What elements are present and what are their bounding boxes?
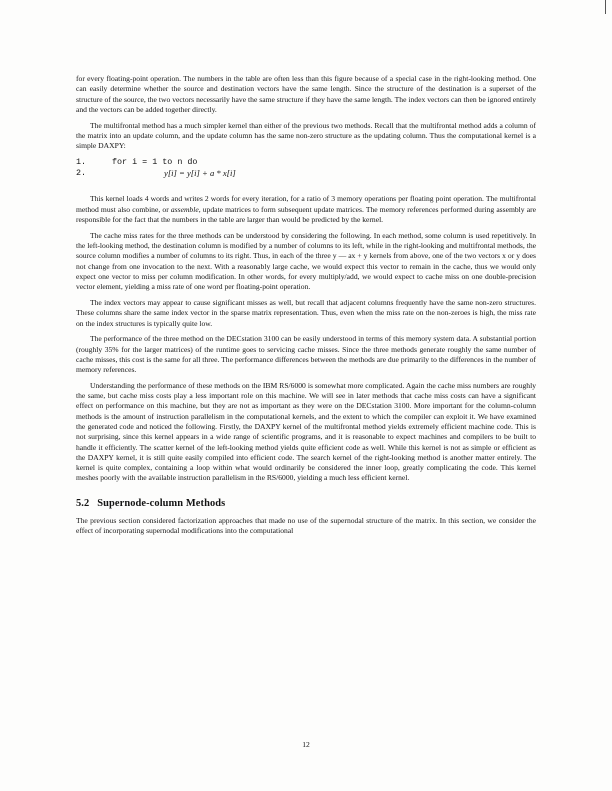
page-number: 12 — [302, 740, 310, 749]
paragraph-6: The performance of the three method on the DECstation 3100 can be easily understood in terms of this memory system data. A substantial portion (roughly 35% for the larger matrices) of the runtime goes to servicing cache misses. Since the three methods generate roughly the same number of cache misses, this cost is the same for all three. The performance differences between the methods are due primarily to the differences in the number of memory references. — [76, 334, 536, 375]
paragraph-8: The previous section considered factorization approaches that made no use of the supernodal structure of the matrix. In this section, we consider the effect of incorporating supernodal modifications into the computational — [76, 516, 536, 536]
section-title: Supernode-column Methods — [97, 497, 226, 509]
code-line-text: for i = 1 to n do — [112, 157, 198, 168]
paragraph-3 — [76, 194, 536, 225]
code-line-number: 1. — [76, 157, 87, 168]
section-number: 5.2 — [76, 497, 90, 509]
paragraph-5: The index vectors may appear to cause significant misses as well, but recall that adjacent columns frequently have the same non-zero structures. These columns share the same index vector in the sparse matrix representation. Thus, even when the miss rate on the non-zeroes is high, the miss rate on the index structures is typically quite low. — [76, 297, 536, 328]
body-text — [76, 74, 536, 542]
daxpy-code-block — [76, 157, 536, 179]
paragraph-3-start: This kernel loads 4 words and writes 2 words for every iteration, for a ratio of 3 memory operations per floating point operation. The multifrontal method must also combine, or — [76, 194, 536, 214]
code-line-1 — [76, 157, 536, 168]
section-heading — [76, 499, 536, 509]
scan-edge-mark — [605, 0, 606, 14]
paragraph-7: Understanding the performance of these methods on the IBM RS/6000 is somewhat more complicated. Again the cache miss numbers are roughly the same, but cache miss costs play a less important role on this machine. We will see in later methods that cache miss costs can have a significant effect on performance on this machine, but they are not as important as they were on the DECstation 3100. More important for the column-column methods is the amount of instruction parallelism in the computational kernels, and the extent to which the compiler can exploit it. We have examined the generated code and noticed the following. Firstly, the DAXPY kernel of the multifrontal method yields extremely efficient machine code. This is not surprising, since this kernel appears in a wide range of scientific programs, and it is reasonable to expect machines and compilers to be built to handle it efficiently. The scatter kernel of the left-looking method yields quite efficient code as well. While this kernel is not as simple or efficient as the DAXPY kernel, it is still quite easily compiled into efficient code. The search kernel of the right-looking method is another matter entirely. The kernel is quite complex, containing a loop within what would ordinarily be considered the inner loop, greatly complicating the code. This kernel meshes poorly with the available instruction parallelism in the RS/6000, yielding a much less efficient kernel. — [76, 380, 536, 483]
code-line-2 — [76, 168, 536, 179]
paragraph-3-end: , update matrices to form subsequent update matrices. The memory references performed during assembly are responsible for the fact that the numbers in the table are larger than would be predicted by the kernel. — [76, 204, 536, 225]
code-line-number: 2. — [76, 168, 87, 179]
emphasis-assemble: assemble — [170, 204, 199, 214]
paragraph-2: The multifrontal method has a much simpler kernel than either of the previous two methods. Recall that the multifrontal method adds a column of the matrix into an update column, and the update column has the same non-zero structure as the updating column. Thus the computational kernel is a simple DAXPY: — [76, 120, 536, 151]
code-line-text: y[i] = y[i] + a * x[i] — [164, 168, 236, 179]
paragraph-1: for every floating-point operation. The numbers in the table are often less than this figure because of a special case in the right-looking method. One can easily determine whether the source and destination vectors have the same length. Since the structure of the destination is a superset of the structure of the source, the two vectors necessarily have the same structure if they have the same length. The index vectors can then be ignored entirely and the vectors can be added together directly. — [76, 74, 536, 114]
paragraph-4: The cache miss rates for the three methods can be understood by considering the following. In each method, some column is used repetitively. In the left-looking method, the destination column is modified by a number of columns to its left, while in the right-looking and multifrontal methods, the source column modifies a number of columns to its right. Thus, in each of the three y — ax + y kernels from above, one of the two vectors x or y does not change from one invocation to the next. With a reasonably large cache, we would expect this vector to remain in the cache, thus we would only expect one vector to miss per column modification. In other words, for every multiply/add, we would expect to cache miss on one double-precision vector element, yielding a miss rate of one word per floating-point operation. — [76, 230, 536, 292]
